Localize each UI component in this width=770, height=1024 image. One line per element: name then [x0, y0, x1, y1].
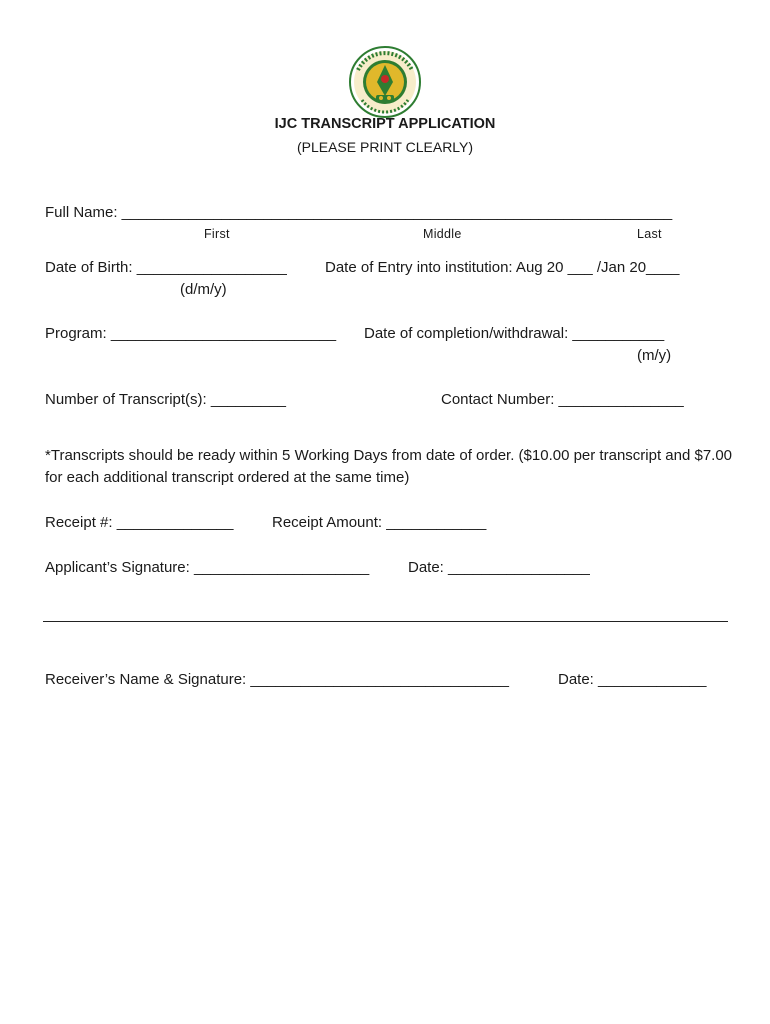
dob-field[interactable]: Date of Birth: __________________ — [45, 259, 287, 276]
dob-format-label: (d/m/y) — [180, 281, 227, 298]
name-last-label: Last — [637, 227, 662, 241]
receiver-signature-field[interactable]: Receiver’s Name & Signature: _______________________________ — [45, 671, 509, 688]
completion-format-label: (m/y) — [637, 347, 672, 364]
num-transcripts-field[interactable]: Number of Transcript(s): _________ — [45, 391, 286, 408]
name-first-label: First — [204, 227, 230, 241]
applicant-signature-field[interactable]: Applicant’s Signature: _____________________ — [45, 559, 370, 576]
program-field[interactable]: Program: ___________________________ — [45, 325, 337, 342]
college-seal-icon — [348, 46, 422, 118]
receiver-date-field[interactable]: Date: _____________ — [558, 671, 707, 688]
completion-date-field[interactable]: Date of completion/withdrawal: ___________ — [364, 325, 665, 342]
form-subtitle: (PLEASE PRINT CLEARLY) — [296, 139, 474, 155]
entry-date-field[interactable]: Date of Entry into institution: Aug 20 ___ /Jan 20____ — [325, 259, 680, 276]
form-title: IJC TRANSCRIPT APPLICATION — [274, 116, 496, 132]
receipt-amount-field[interactable]: Receipt Amount: ____________ — [272, 514, 487, 531]
receipt-number-field[interactable]: Receipt #: ______________ — [45, 514, 234, 531]
applicant-date-field[interactable]: Date: _________________ — [408, 559, 590, 576]
pricing-note: *Transcripts should be ready within 5 Working Days from date of order. ($10.00 per transcript and $7.00 for each additional transcript ordered at the same time) — [45, 447, 733, 486]
contact-number-field[interactable]: Contact Number: _______________ — [441, 391, 684, 408]
name-middle-label: Middle — [423, 227, 462, 241]
full-name-field[interactable]: Full Name: __________________________________________________________________ — [45, 204, 673, 221]
section-divider — [43, 621, 728, 622]
